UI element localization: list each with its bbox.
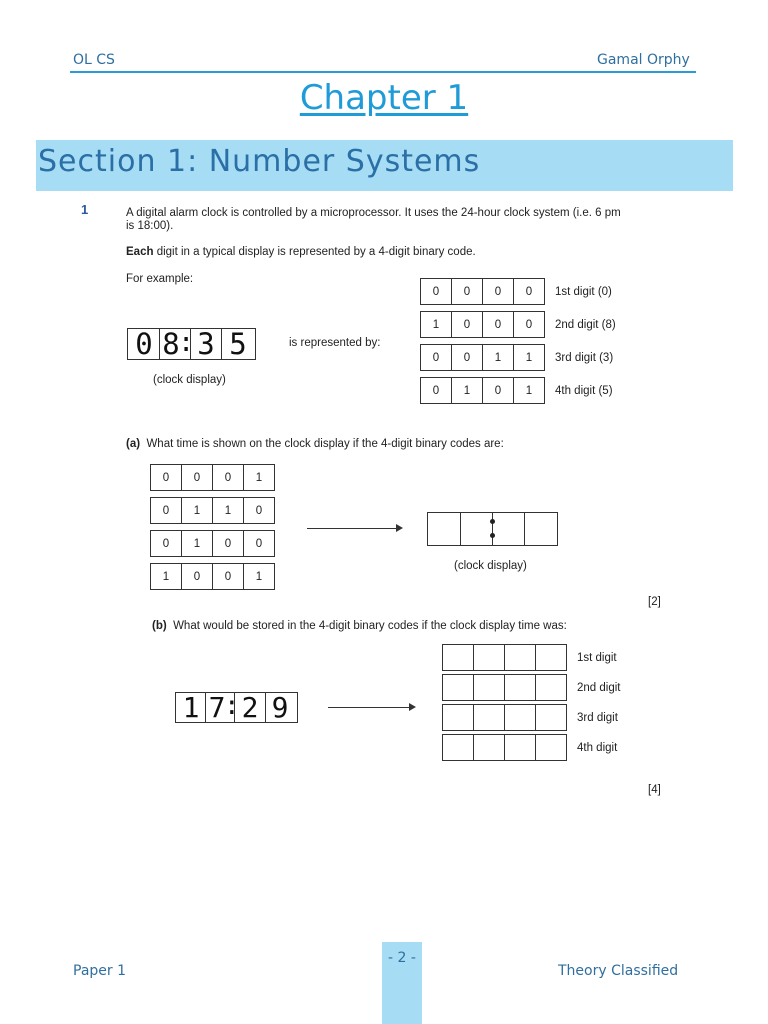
table-row (442, 734, 667, 761)
footer-left: Paper 1 (73, 963, 127, 979)
each-rest: digit in a typical display is represented by a 4-digit binary code. (153, 246, 476, 258)
part-b-arrow (328, 707, 414, 708)
part-b-question (152, 620, 567, 633)
is-represented-by: is represented by: (289, 337, 381, 349)
bit-cell (474, 704, 505, 731)
colon-dot-bottom (490, 533, 495, 538)
bit-cell: 0 (244, 530, 275, 557)
part-b-clock-display (175, 692, 298, 723)
digit-label: 4th digit (5) (555, 384, 613, 397)
part-b-text: What would be stored in the 4-digit binary codes if the clock display time was: (173, 620, 567, 632)
bit-cell: 0 (420, 344, 452, 371)
question-number: 1 (81, 202, 89, 217)
part-b-colon: : (224, 691, 240, 721)
header-left: OL CS (73, 52, 115, 68)
part-b-marks: [4] (648, 784, 661, 796)
page-number-box (382, 942, 422, 1024)
section-title: Section 1: Number Systems (38, 144, 481, 179)
example-digit-1: 0 (135, 327, 153, 361)
bit-cell: 0 (420, 377, 452, 404)
bit-cell: 1 (483, 344, 514, 371)
bit-cell: 0 (213, 530, 244, 557)
bit-cell: 1 (244, 563, 275, 590)
part-a-clock-caption: (clock display) (454, 560, 527, 572)
header-rule (70, 71, 696, 73)
each-digit-text (126, 246, 476, 259)
bit-cell: 0 (150, 497, 182, 524)
bit-cell (505, 644, 536, 671)
bit-cell (442, 674, 474, 701)
bit-cell: 0 (483, 311, 514, 338)
digit-label: 4th digit (577, 741, 618, 754)
part-a-marks: [2] (648, 596, 661, 608)
bit-cell: 0 (452, 278, 483, 305)
bit-cell (474, 734, 505, 761)
bit-cell: 0 (483, 377, 514, 404)
part-a-arrow (307, 528, 401, 529)
bit-cell: 1 (213, 497, 244, 524)
bit-cell: 0 (514, 278, 545, 305)
digit-label: 2nd digit (8) (555, 318, 616, 331)
bit-cell (505, 734, 536, 761)
bit-cell (536, 644, 567, 671)
part-a-question (126, 438, 504, 451)
bit-cell (505, 704, 536, 731)
table-row (420, 311, 645, 338)
table-row (150, 563, 275, 590)
for-example: For example: (126, 273, 194, 285)
table-row (442, 704, 667, 731)
digit-label: 3rd digit (3) (555, 351, 614, 364)
bit-cell: 0 (452, 344, 483, 371)
bit-cell (474, 674, 505, 701)
digit-label: 3rd digit (577, 711, 618, 724)
bit-cell: 0 (244, 497, 275, 524)
part-b-digit-4: 9 (271, 691, 289, 724)
table-row (150, 530, 275, 557)
example-colon: : (178, 327, 195, 358)
part-a-binary-table (150, 458, 275, 596)
bit-cell: 1 (514, 377, 545, 404)
section-banner (36, 140, 733, 191)
bit-cell (536, 734, 567, 761)
digit-label: 1st digit (577, 651, 617, 664)
table-row (442, 644, 667, 671)
part-a-text: What time is shown on the clock display if the 4-digit binary codes are: (146, 438, 504, 450)
table-row (442, 674, 667, 701)
table-row (420, 377, 645, 404)
footer-right: Theory Classified (558, 963, 679, 979)
example-clock-caption: (clock display) (153, 374, 226, 386)
part-a-empty-clock (427, 512, 558, 546)
bit-cell: 1 (514, 344, 545, 371)
part-b-digit-1: 1 (182, 691, 200, 724)
part-b-digit-3: 2 (241, 691, 259, 724)
bit-cell (442, 704, 474, 731)
example-digit-3: 3 (197, 327, 215, 361)
page-number: - 2 - (388, 950, 416, 966)
bit-cell: 1 (452, 377, 483, 404)
chapter-title: Chapter 1 (299, 78, 469, 118)
bit-cell: 1 (182, 530, 213, 557)
example-digit-4: 5 (229, 327, 247, 361)
bit-cell: 0 (182, 464, 213, 491)
intro-line-1: A digital alarm clock is controlled by a microprocessor. It uses the 24-hour clock system (i.e. 6 pm (126, 207, 621, 219)
bit-cell: 0 (483, 278, 514, 305)
bit-cell: 0 (213, 563, 244, 590)
chapter-heading (0, 78, 768, 118)
bit-cell: 0 (182, 563, 213, 590)
bit-cell (442, 734, 474, 761)
part-b-answer-table (442, 641, 667, 764)
bit-cell: 0 (514, 311, 545, 338)
bit-cell (474, 644, 505, 671)
intro-line-2: is 18:00). (126, 220, 174, 232)
bit-cell: 1 (150, 563, 182, 590)
bit-cell (536, 704, 567, 731)
bit-cell: 0 (150, 530, 182, 557)
question-intro (126, 207, 686, 233)
digit-label: 2nd digit (577, 681, 621, 694)
table-row (150, 497, 275, 524)
example-clock-display (127, 328, 256, 360)
bit-cell: 0 (213, 464, 244, 491)
bit-cell: 0 (420, 278, 452, 305)
table-row (420, 344, 645, 371)
table-row (150, 464, 275, 491)
part-a-label: (a) (126, 438, 141, 450)
bit-cell: 0 (150, 464, 182, 491)
bit-cell (536, 674, 567, 701)
bit-cell: 1 (244, 464, 275, 491)
part-b-digit-2: 7 (208, 691, 226, 724)
header-right: Gamal Orphy (597, 52, 690, 68)
bit-cell (505, 674, 536, 701)
bit-cell (442, 644, 474, 671)
digit-label: 1st digit (0) (555, 285, 612, 298)
example-binary-table (420, 272, 645, 410)
bit-cell: 1 (420, 311, 452, 338)
part-b-label: (b) (152, 620, 167, 632)
example-digit-2: 8 (162, 327, 180, 361)
table-row (420, 278, 645, 305)
bit-cell: 1 (182, 497, 213, 524)
colon-dot-top (490, 519, 495, 524)
each-bold: Each (126, 246, 154, 258)
bit-cell: 0 (452, 311, 483, 338)
